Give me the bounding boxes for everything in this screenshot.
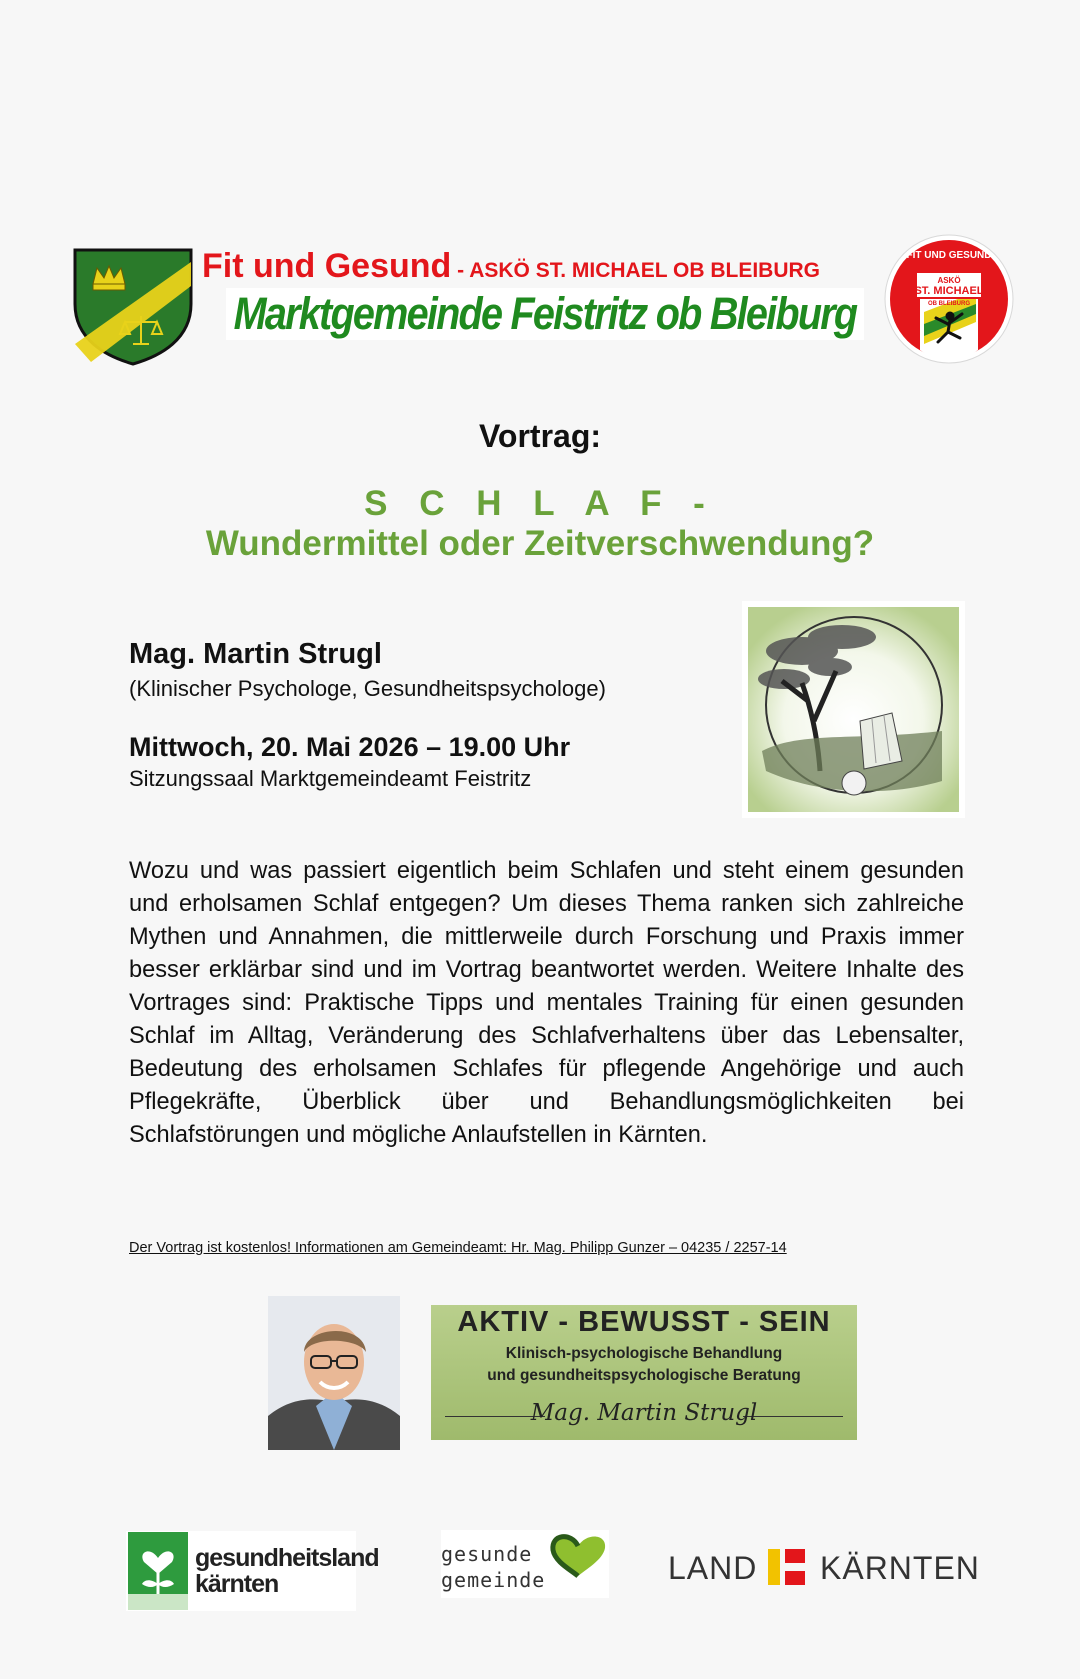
kaernten-flag-icon [768,1549,805,1585]
heart-plant-icon [128,1532,188,1610]
municipality-name: Marktgemeinde Feistritz ob Bleiburg [233,288,857,339]
event-datetime: Mittwoch, 20. Mai 2026 – 19.00 Uhr [129,732,571,762]
banner-line1: Klinisch-psychologische Behandlung [505,1345,783,1362]
club-logo-top: FIT UND GESUND [906,250,992,261]
logo3-right: KÄRNTEN [820,1550,980,1586]
green-heart-icon [545,1528,611,1578]
header-title [202,247,820,286]
logo1-line1: gesundheitsland [195,1544,379,1572]
club-logo-icon [880,232,1018,366]
event-title-line2: Wundermittel oder Zeitverschwendung? [205,524,875,563]
event-description: Wozu und was passiert eigentlich beim Schlafen und steht einem gesunden und erholsamen Schlaf entgegen? Um dieses Thema ranken sich zahlreiche Mythen und Annahmen, die mittlerweile durch Forschung und Praxis immer besser erklärbar sind und im Vortrag beantwortet werden. Weitere Inhalte des Vortrages sind: Praktische Tipps und mentales Training für einen gesunden Schlaf im Alltag, Veränderung des Schlafverhaltens über das Lebensalter, Bedeutung des erholsamen Schlafes für pflegende Angehörige und auch Pflegekräfte, Überblick über und Behandlungsmöglichkeiten bei Schlafstörungen und mögliche Anlaufstellen in Kärnten. [129,858,964,1148]
club-name: - ASKÖ ST. MICHAEL OB BLEIBURG [451,259,820,282]
logo2-line2: gemeinde [441,1568,546,1592]
speaker-portrait [268,1296,400,1450]
club-logo-sub: OB BLEIBURG [928,301,970,307]
fit-title: Fit und Gesund [202,247,452,285]
event-venue: Sitzungssaal Marktgemeindeamt Feistritz [129,766,532,791]
banner-title: AKTIV - BEWUSST - SEIN [457,1306,831,1338]
logo3-left: LAND [668,1550,758,1586]
municipality-crest-icon [71,244,195,366]
speaker-role: (Klinischer Psychologe, Gesundheitspsychologe) [129,676,606,701]
banner-signature: Mag. Martin Strugl [530,1400,758,1426]
event-title-line1: S C H L A F - [364,484,716,523]
banner-line2: und gesundheitspsychologische Beratung [487,1367,801,1384]
event-label: Vortrag: [478,418,602,454]
speaker-name: Mag. Martin Strugl [129,638,382,670]
tree-illustration [742,601,965,818]
info-note: Der Vortrag ist kostenlos! Informationen am Gemeindeamt: Hr. Mag. Philipp Gunzer – 04235 / 2257-14 [129,1240,787,1256]
club-logo-org: ASKÖ [937,276,961,285]
club-logo-name: ST. MICHAEL [914,285,984,297]
logo2-line1: gesunde [441,1542,533,1566]
logo1-line2: kärnten [195,1570,279,1598]
